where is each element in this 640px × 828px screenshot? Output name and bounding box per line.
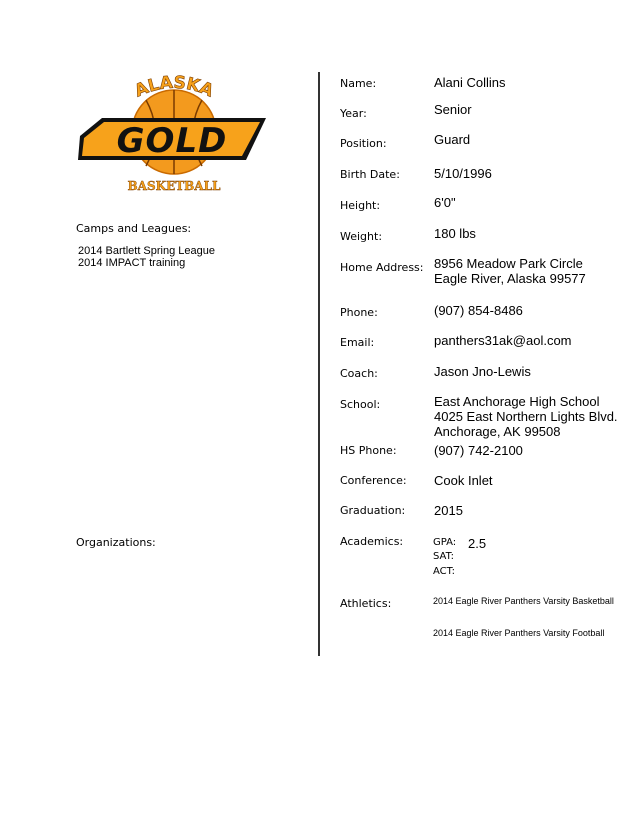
coach-value: Jason Jno-Lewis <box>434 364 531 379</box>
birth-date-value: 5/10/1996 <box>434 166 492 181</box>
academics-label: Academics: <box>340 535 404 548</box>
camps-and-leagues-label: Camps and Leagues: <box>76 222 192 235</box>
position-value: Guard <box>434 132 471 147</box>
weight-label: Weight: <box>340 230 383 243</box>
list-item: 2014 IMPACT training <box>78 257 186 269</box>
organizations-label: Organizations: <box>76 536 156 549</box>
address-line: Eagle River, Alaska 99577 <box>434 271 586 286</box>
position-label: Position: <box>340 137 387 150</box>
camps-list <box>78 245 215 269</box>
alaska-gold-basketball-logo <box>74 74 274 194</box>
name-value: Alani Collins <box>434 75 506 90</box>
birth-date-label: Birth Date: <box>340 168 400 181</box>
sat-label: SAT: <box>433 551 454 562</box>
home-address-label: Home Address: <box>340 261 424 274</box>
height-label: Height: <box>340 199 381 212</box>
athletics-label: Athletics: <box>340 597 392 610</box>
phone-label: Phone: <box>340 306 378 319</box>
graduation-label: Graduation: <box>340 504 406 517</box>
height-value: 6'0" <box>434 195 456 210</box>
act-label: ACT: <box>433 566 456 577</box>
coach-label: Coach: <box>340 367 378 380</box>
gpa-label: GPA: <box>433 537 457 548</box>
graduation-value: 2015 <box>434 503 463 518</box>
school-line: Anchorage, AK 99508 <box>434 424 561 439</box>
phone-value: (907) 854-8486 <box>434 303 523 318</box>
gpa-value: 2.5 <box>468 536 487 551</box>
svg-text:ALASKA: ALASKA <box>131 74 217 102</box>
list-item: 2014 Bartlett Spring League <box>78 245 215 257</box>
vertical-divider <box>318 72 320 656</box>
hs-phone-label: HS Phone: <box>340 444 397 457</box>
svg-text:BASKETBALL: BASKETBALL <box>127 179 221 193</box>
athletics-item: 2014 Eagle River Panthers Varsity Football <box>433 628 605 638</box>
svg-text:GOLD: GOLD <box>116 121 228 161</box>
school-label: School: <box>340 398 381 411</box>
school-line: East Anchorage High School <box>434 394 600 409</box>
school-line: 4025 East Northern Lights Blvd. <box>434 409 618 424</box>
conference-value: Cook Inlet <box>434 473 493 488</box>
year-label: Year: <box>340 107 367 120</box>
year-value: Senior <box>434 102 472 117</box>
weight-value: 180 lbs <box>434 226 476 241</box>
conference-label: Conference: <box>340 474 407 487</box>
hs-phone-value: (907) 742-2100 <box>434 443 523 458</box>
name-label: Name: <box>340 77 377 90</box>
address-line: 8956 Meadow Park Circle <box>434 256 583 271</box>
athletics-item: 2014 Eagle River Panthers Varsity Basketball <box>433 596 614 606</box>
home-address-value <box>434 256 586 286</box>
email-value: panthers31ak@aol.com <box>434 333 572 348</box>
email-label: Email: <box>340 336 375 349</box>
school-value <box>434 394 618 439</box>
